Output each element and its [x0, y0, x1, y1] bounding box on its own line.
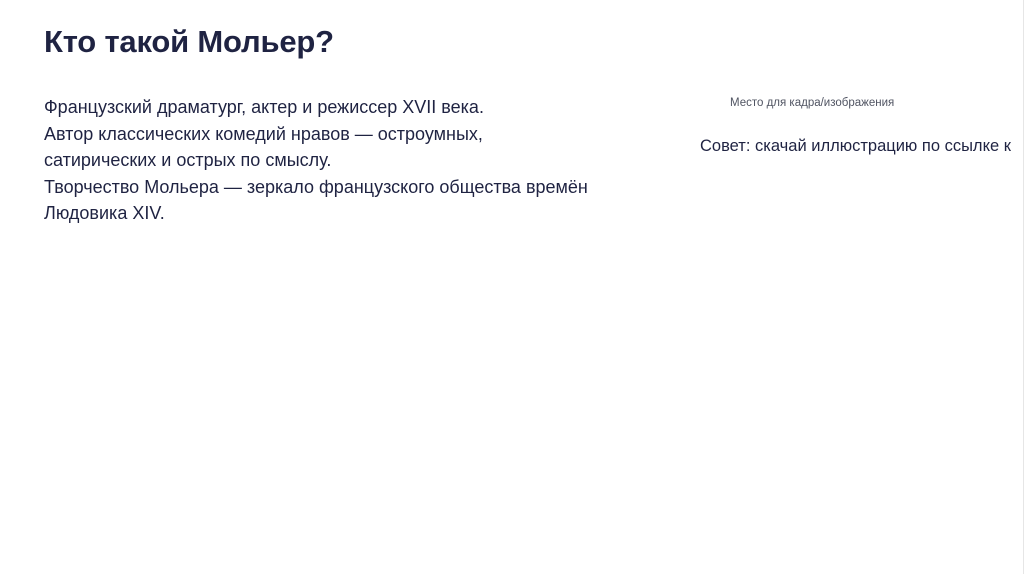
tip-text: Совет: скачай иллюстрацию по ссылке к: [700, 137, 1011, 155]
slide-title: Кто такой Мольер?: [44, 24, 334, 59]
body-line: Автор классических комедий нравов — остроумных,: [44, 123, 483, 144]
image-placeholder-caption: Место для кадра/изображения: [730, 97, 895, 109]
body-line: Людовика XIV.: [44, 203, 165, 223]
body-line: сатирических и острых по смыслу.: [44, 150, 332, 170]
body-line: Творчество Мольера — зеркало французского общества времён: [44, 176, 588, 197]
slide-body-text: [44, 94, 684, 227]
body-line: Французский драматург, актер и режиссер XVII века.: [44, 97, 484, 117]
